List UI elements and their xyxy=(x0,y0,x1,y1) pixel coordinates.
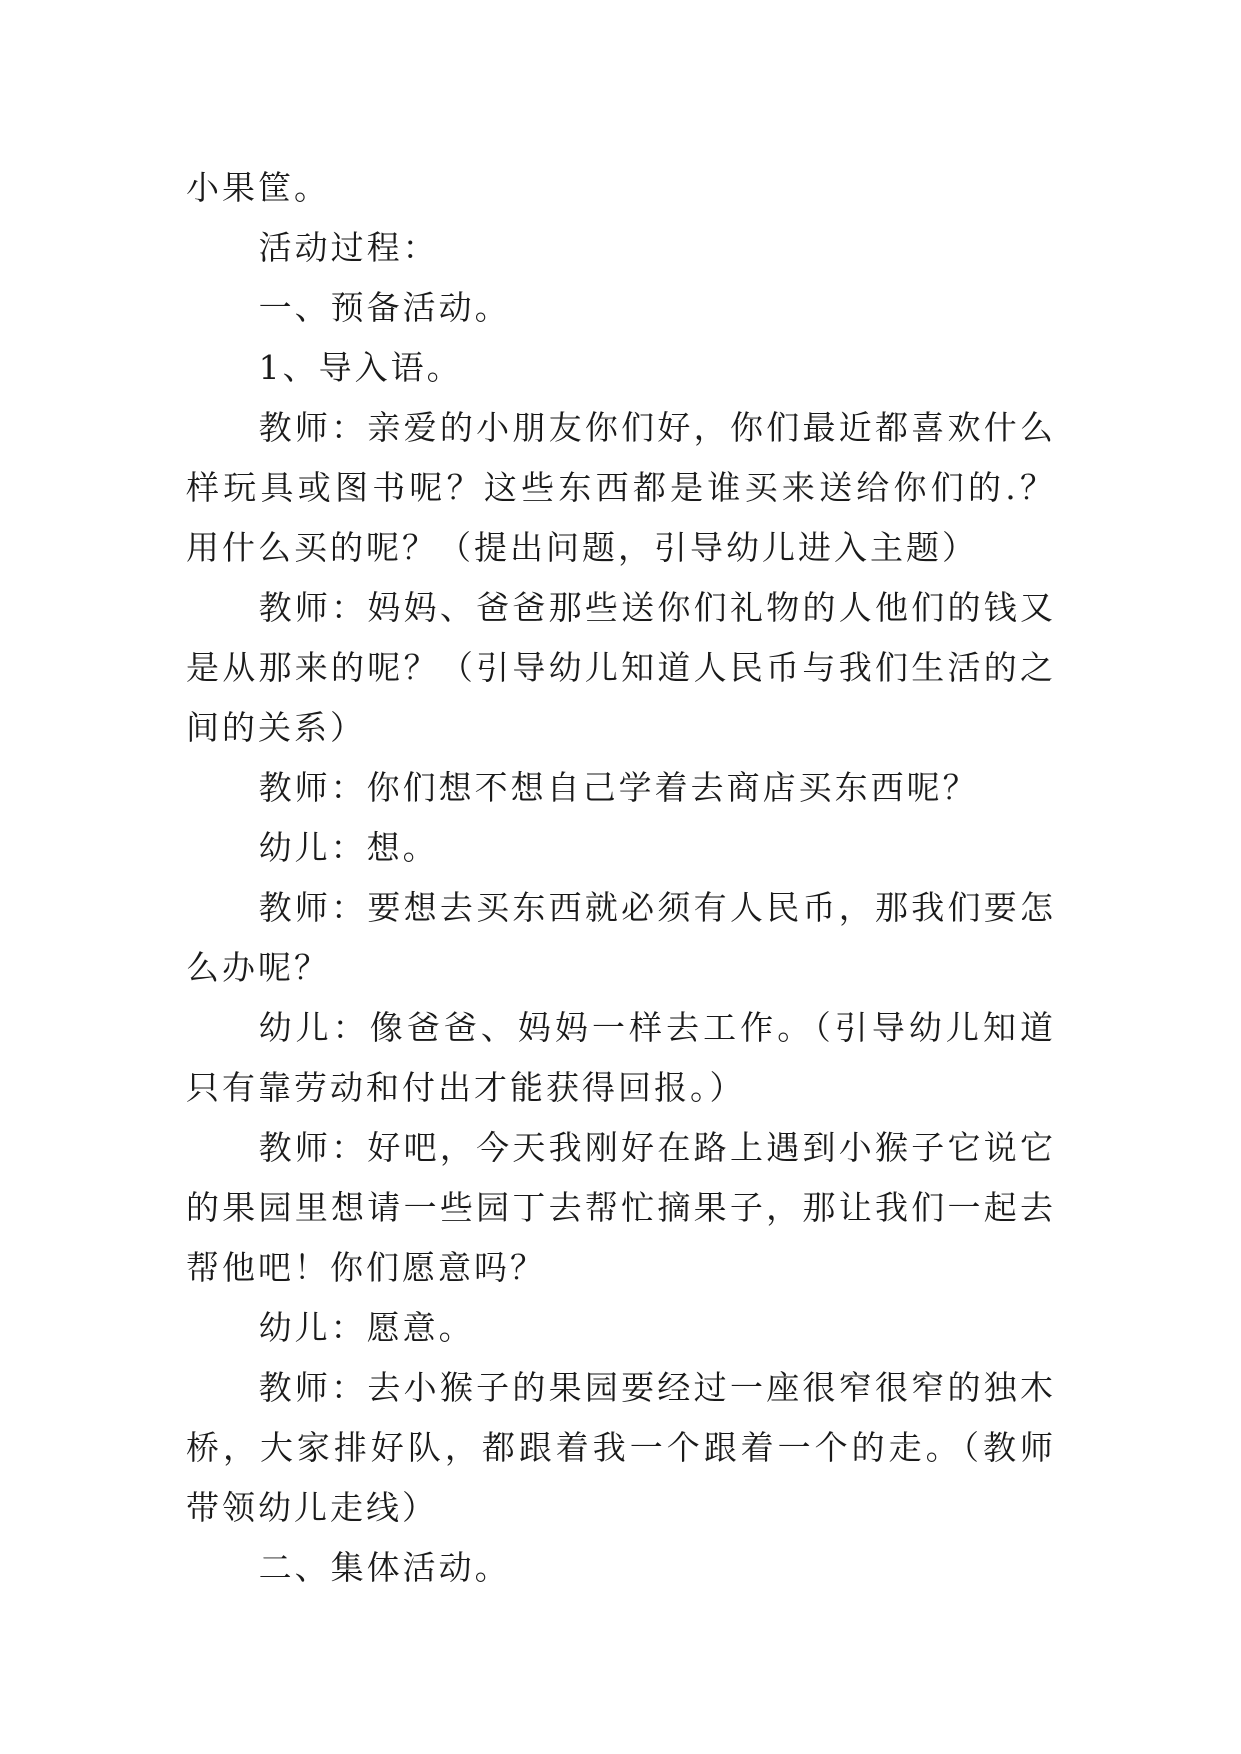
dialogue-paragraph: 教师：亲爱的小朋友你们好，你们最近都喜欢什么样玩具或图书呢？这些东西都是谁买来送给你们的.？用什么买的呢？（提出问题，引导幼儿进入主题） xyxy=(186,408,1056,567)
section-label-activity-process: 活动过程： xyxy=(258,228,439,267)
dialogue-paragraph: 幼儿：想。 xyxy=(258,828,439,867)
paragraph: 小果筐。 xyxy=(186,168,330,207)
section-heading-1: 一、预备活动。 xyxy=(258,288,511,327)
section-heading-2: 二、集体活动。 xyxy=(258,1548,511,1587)
dialogue-paragraph: 教师：好吧，今天我刚好在路上遇到小猴子它说它的果园里想请一些园丁去帮忙摘果子，那让我们一起去帮他吧！你们愿意吗？ xyxy=(186,1128,1056,1287)
document-body xyxy=(186,158,1056,1598)
dialogue-paragraph: 幼儿：像爸爸、妈妈一样去工作。（引导幼儿知道只有靠劳动和付出才能获得回报。） xyxy=(186,1008,1056,1107)
dialogue-paragraph: 教师：妈妈、爸爸那些送你们礼物的人他们的钱又是从那来的呢？（引导幼儿知道人民币与我们生活的之间的关系） xyxy=(186,588,1056,747)
dialogue-paragraph: 教师：去小猴子的果园要经过一座很窄很窄的独木桥，大家排好队，都跟着我一个跟着一个的走。（教师带领幼儿走线） xyxy=(186,1368,1056,1527)
dialogue-paragraph: 幼儿：愿意。 xyxy=(258,1308,475,1347)
dialogue-paragraph: 教师：你们想不想自己学着去商店买东西呢？ xyxy=(258,768,979,807)
subsection-heading: 1、导入语。 xyxy=(258,348,463,387)
dialogue-paragraph: 教师：要想去买东西就必须有人民币，那我们要怎么办呢？ xyxy=(186,888,1056,987)
